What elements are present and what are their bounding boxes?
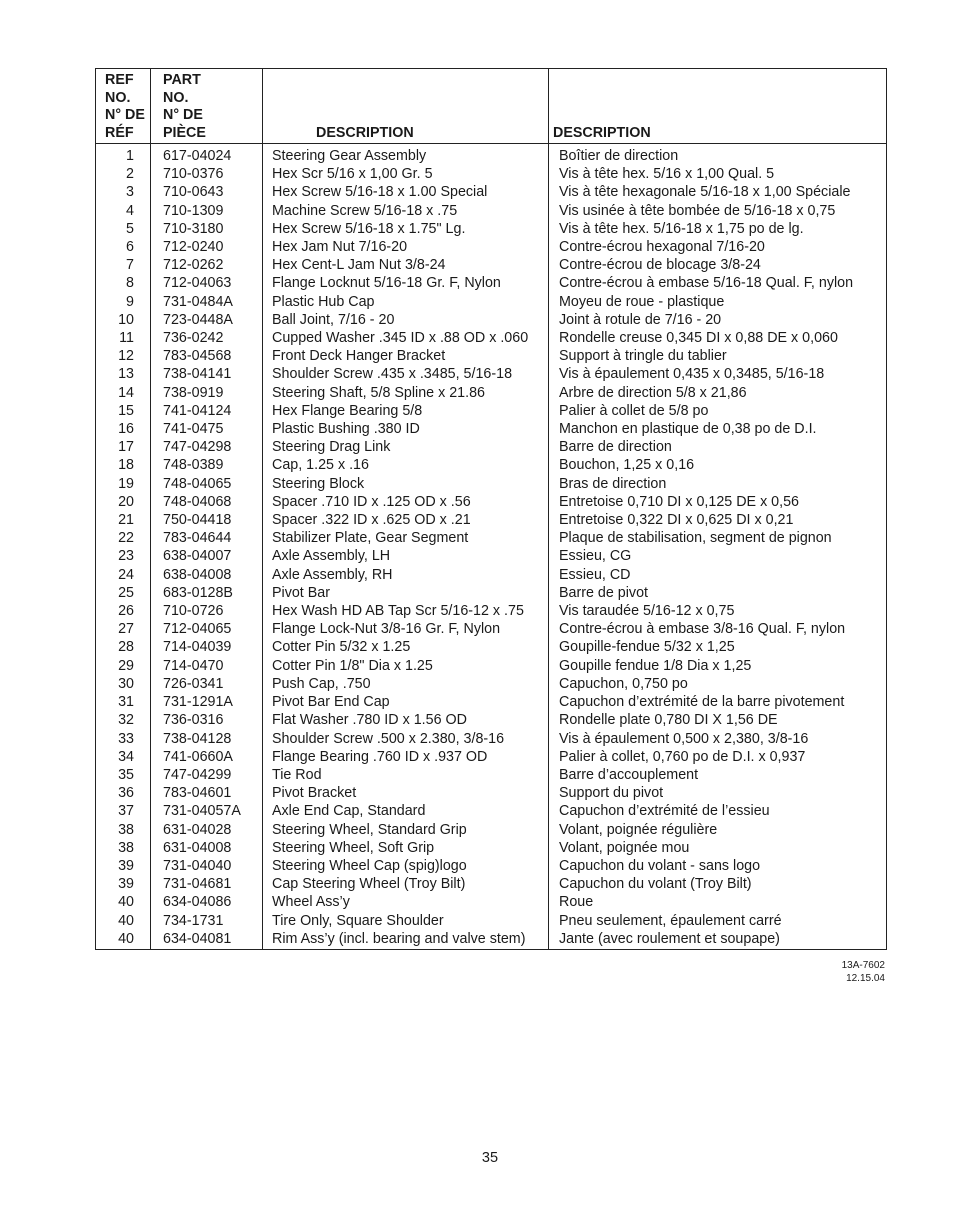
part-number-cell: 747-04299 <box>151 766 263 784</box>
header-row <box>96 69 887 144</box>
part-number-cell: 710-3180 <box>151 220 263 238</box>
ref-header-line: NO. <box>105 89 131 106</box>
table-row <box>96 657 887 675</box>
table-row <box>96 529 887 547</box>
document-stamp <box>842 960 885 985</box>
ref-cell: 14 <box>96 384 151 402</box>
ref-cell: 30 <box>96 675 151 693</box>
description-en-cell: Machine Screw 5/16-18 x .75 <box>263 202 549 220</box>
ref-cell: 5 <box>96 220 151 238</box>
description-en-cell: Shoulder Screw .435 x .3485, 5/16-18 <box>263 365 549 383</box>
description-en-cell: Spacer .322 ID x .625 OD x .21 <box>263 511 549 529</box>
table-row <box>96 420 887 438</box>
table-row <box>96 183 887 201</box>
part-number-cell: 731-0484A <box>151 293 263 311</box>
ref-header-line: RÉF <box>105 124 134 141</box>
part-number-cell: 747-04298 <box>151 438 263 456</box>
part-number-cell: 783-04644 <box>151 529 263 547</box>
part-number-cell: 710-1309 <box>151 202 263 220</box>
description-fr-cell: Vis usinée à tête bombée de 5/16-18 x 0,75 <box>549 202 887 220</box>
description-fr-cell: Moyeu de roue - plastique <box>549 293 887 311</box>
table-row <box>96 238 887 256</box>
part-number-cell: 723-0448A <box>151 311 263 329</box>
table-row <box>96 748 887 766</box>
part-number-cell: 631-04028 <box>151 821 263 839</box>
part-number-cell: 731-04040 <box>151 857 263 875</box>
ref-cell: 34 <box>96 748 151 766</box>
part-number-cell: 783-04568 <box>151 347 263 365</box>
ref-cell: 28 <box>96 638 151 656</box>
table-row <box>96 274 887 292</box>
ref-cell: 7 <box>96 256 151 274</box>
description-en-cell: Spacer .710 ID x .125 OD x .56 <box>263 493 549 511</box>
description-fr-cell: Goupille fendue 1/8 Dia x 1,25 <box>549 657 887 675</box>
part-number-cell: 714-0470 <box>151 657 263 675</box>
description-en-cell: Steering Shaft, 5/8 Spline x 21.86 <box>263 384 549 402</box>
description-en-cell: Pivot Bar <box>263 584 549 602</box>
ref-cell: 8 <box>96 274 151 292</box>
part-number-cell: 748-04068 <box>151 493 263 511</box>
description-en-cell: Axle Assembly, RH <box>263 566 549 584</box>
part-number-cell: 731-04681 <box>151 875 263 893</box>
description-fr-cell: Support du pivot <box>549 784 887 802</box>
ref-header-line: N° DE <box>105 107 145 123</box>
ref-cell: 29 <box>96 657 151 675</box>
description-en-cell: Flange Bearing .760 ID x .937 OD <box>263 748 549 766</box>
part-number-cell: 750-04418 <box>151 511 263 529</box>
part-number-cell: 710-0643 <box>151 183 263 201</box>
description-fr-cell: Contre-écrou de blocage 3/8-24 <box>549 256 887 274</box>
table-row <box>96 784 887 802</box>
doc-date: 12.15.04 <box>846 972 885 984</box>
description-fr-cell: Palier à collet de 5/8 po <box>549 402 887 420</box>
description-en-cell: Hex Screw 5/16-18 x 1.75" Lg. <box>263 220 549 238</box>
ref-cell: 17 <box>96 438 151 456</box>
description-en-cell: Steering Block <box>263 475 549 493</box>
description-fr-cell: Barre d’accouplement <box>549 766 887 784</box>
description-en-cell: Flat Washer .780 ID x 1.56 OD <box>263 711 549 729</box>
description-en-header: DESCRIPTION <box>263 69 549 144</box>
part-number-cell: 741-0475 <box>151 420 263 438</box>
table-row <box>96 438 887 456</box>
part-number-cell: 683-0128B <box>151 584 263 602</box>
table-row <box>96 584 887 602</box>
description-fr-cell: Jante (avec roulement et soupape) <box>549 930 887 950</box>
table-row <box>96 802 887 820</box>
ref-cell: 13 <box>96 365 151 383</box>
part-number-cell: 617-04024 <box>151 144 263 166</box>
part-number-cell: 736-0316 <box>151 711 263 729</box>
part-header-line: PART <box>163 72 201 88</box>
ref-cell: 24 <box>96 566 151 584</box>
ref-cell: 38 <box>96 839 151 857</box>
description-fr-cell: Vis à épaulement 0,500 x 2,380, 3/8-16 <box>549 730 887 748</box>
description-en-cell: Cap Steering Wheel (Troy Bilt) <box>263 875 549 893</box>
description-en-cell: Steering Wheel, Standard Grip <box>263 821 549 839</box>
description-fr-cell: Capuchon du volant - sans logo <box>549 857 887 875</box>
table-row <box>96 693 887 711</box>
description-en-cell: Steering Gear Assembly <box>263 144 549 166</box>
description-fr-cell: Vis taraudée 5/16-12 x 0,75 <box>549 602 887 620</box>
part-number-cell: 712-04063 <box>151 274 263 292</box>
ref-cell: 38 <box>96 821 151 839</box>
description-en-cell: Ball Joint, 7/16 - 20 <box>263 311 549 329</box>
description-en-cell: Hex Jam Nut 7/16-20 <box>263 238 549 256</box>
description-fr-cell: Vis à épaulement 0,435 x 0,3485, 5/16-18 <box>549 365 887 383</box>
description-en-cell: Axle Assembly, LH <box>263 547 549 565</box>
part-number-cell: 714-04039 <box>151 638 263 656</box>
description-fr-cell: Entretoise 0,322 DI x 0,625 DI x 0,21 <box>549 511 887 529</box>
part-header-line: PIÈCE <box>163 124 206 141</box>
ref-header <box>96 69 151 144</box>
description-fr-cell: Essieu, CG <box>549 547 887 565</box>
part-number-cell: 712-04065 <box>151 620 263 638</box>
part-header <box>151 69 263 144</box>
ref-cell: 11 <box>96 329 151 347</box>
description-fr-cell: Entretoise 0,710 DI x 0,125 DE x 0,56 <box>549 493 887 511</box>
part-number-cell: 638-04007 <box>151 547 263 565</box>
part-number-cell: 710-0376 <box>151 165 263 183</box>
table-row <box>96 456 887 474</box>
table-row <box>96 893 887 911</box>
description-fr-cell: Joint à rotule de 7/16 - 20 <box>549 311 887 329</box>
description-fr-cell: Contre-écrou à embase 3/8-16 Qual. F, nylon <box>549 620 887 638</box>
table-row <box>96 293 887 311</box>
part-number-cell: 712-0262 <box>151 256 263 274</box>
part-number-cell: 736-0242 <box>151 329 263 347</box>
description-fr-cell: Boîtier de direction <box>549 144 887 166</box>
description-en-cell: Rim Ass’y (incl. bearing and valve stem) <box>263 930 549 950</box>
part-header-line: N° DE <box>163 107 203 123</box>
description-fr-cell: Capuchon du volant (Troy Bilt) <box>549 875 887 893</box>
description-en-cell: Hex Wash HD AB Tap Scr 5/16-12 x .75 <box>263 602 549 620</box>
part-number-cell: 712-0240 <box>151 238 263 256</box>
ref-cell: 40 <box>96 912 151 930</box>
table-row <box>96 329 887 347</box>
part-number-cell: 738-04128 <box>151 730 263 748</box>
description-fr-cell: Barre de pivot <box>549 584 887 602</box>
ref-cell: 21 <box>96 511 151 529</box>
ref-cell: 35 <box>96 766 151 784</box>
ref-cell: 3 <box>96 183 151 201</box>
table-row <box>96 875 887 893</box>
table-row <box>96 402 887 420</box>
part-number-cell: 634-04086 <box>151 893 263 911</box>
description-en-cell: Steering Wheel Cap (spig)logo <box>263 857 549 875</box>
table-row <box>96 256 887 274</box>
description-en-cell: Cotter Pin 5/32 x 1.25 <box>263 638 549 656</box>
description-fr-cell: Vis à tête hex. 5/16-18 x 1,75 po de lg. <box>549 220 887 238</box>
parts-table <box>95 68 887 950</box>
part-number-cell: 738-04141 <box>151 365 263 383</box>
description-fr-cell: Support à tringle du tablier <box>549 347 887 365</box>
description-fr-cell: Contre-écrou à embase 5/16-18 Qual. F, nylon <box>549 274 887 292</box>
description-fr-cell: Arbre de direction 5/8 x 21,86 <box>549 384 887 402</box>
part-number-cell: 734-1731 <box>151 912 263 930</box>
description-fr-cell: Contre-écrou hexagonal 7/16-20 <box>549 238 887 256</box>
ref-cell: 19 <box>96 475 151 493</box>
description-en-cell: Hex Screw 5/16-18 x 1.00 Special <box>263 183 549 201</box>
part-number-cell: 634-04081 <box>151 930 263 950</box>
description-en-cell: Hex Cent-L Jam Nut 3/8-24 <box>263 256 549 274</box>
description-en-cell: Flange Lock-Nut 3/8-16 Gr. F, Nylon <box>263 620 549 638</box>
description-en-cell: Cotter Pin 1/8" Dia x 1.25 <box>263 657 549 675</box>
description-fr-cell: Roue <box>549 893 887 911</box>
table-row <box>96 839 887 857</box>
ref-cell: 25 <box>96 584 151 602</box>
table-row <box>96 821 887 839</box>
description-fr-cell: Barre de direction <box>549 438 887 456</box>
table-row <box>96 311 887 329</box>
description-fr-cell: Capuchon, 0,750 po <box>549 675 887 693</box>
table-row <box>96 711 887 729</box>
description-en-cell: Shoulder Screw .500 x 2.380, 3/8-16 <box>263 730 549 748</box>
description-en-cell: Cupped Washer .345 ID x .88 OD x .060 <box>263 329 549 347</box>
table-row <box>96 930 887 950</box>
ref-cell: 16 <box>96 420 151 438</box>
table-row <box>96 493 887 511</box>
ref-cell: 9 <box>96 293 151 311</box>
part-number-cell: 748-04065 <box>151 475 263 493</box>
description-en-cell: Pivot Bar End Cap <box>263 693 549 711</box>
description-en-cell: Stabilizer Plate, Gear Segment <box>263 529 549 547</box>
part-number-cell: 731-1291A <box>151 693 263 711</box>
description-fr-cell: Volant, poignée régulière <box>549 821 887 839</box>
part-header-line: NO. <box>163 89 189 106</box>
table-row <box>96 165 887 183</box>
ref-cell: 37 <box>96 802 151 820</box>
part-number-cell: 741-0660A <box>151 748 263 766</box>
ref-cell: 10 <box>96 311 151 329</box>
ref-cell: 2 <box>96 165 151 183</box>
part-number-cell: 741-04124 <box>151 402 263 420</box>
description-en-cell: Steering Drag Link <box>263 438 549 456</box>
description-fr-cell: Plaque de stabilisation, segment de pignon <box>549 529 887 547</box>
ref-cell: 32 <box>96 711 151 729</box>
description-fr-cell: Vis à tête hexagonale 5/16-18 x 1,00 Spéciale <box>549 183 887 201</box>
description-en-cell: Hex Flange Bearing 5/8 <box>263 402 549 420</box>
description-en-cell: Tie Rod <box>263 766 549 784</box>
description-en-cell: Plastic Bushing .380 ID <box>263 420 549 438</box>
table-row <box>96 766 887 784</box>
table-row <box>96 638 887 656</box>
description-fr-cell: Rondelle creuse 0,345 DI x 0,88 DE x 0,060 <box>549 329 887 347</box>
table-row <box>96 547 887 565</box>
page-number: 35 <box>481 1150 499 1166</box>
description-en-cell: Tire Only, Square Shoulder <box>263 912 549 930</box>
ref-cell: 33 <box>96 730 151 748</box>
ref-cell: 23 <box>96 547 151 565</box>
description-fr-cell: Capuchon d’extrémité de l’essieu <box>549 802 887 820</box>
description-en-cell: Hex Scr 5/16 x 1,00 Gr. 5 <box>263 165 549 183</box>
ref-cell: 39 <box>96 875 151 893</box>
ref-cell: 40 <box>96 930 151 950</box>
table-row <box>96 675 887 693</box>
description-fr-cell: Goupille-fendue 5/32 x 1,25 <box>549 638 887 656</box>
description-en-cell: Axle End Cap, Standard <box>263 802 549 820</box>
part-number-cell: 731-04057A <box>151 802 263 820</box>
ref-cell: 18 <box>96 456 151 474</box>
description-en-cell: Wheel Ass’y <box>263 893 549 911</box>
table-row <box>96 347 887 365</box>
ref-cell: 27 <box>96 620 151 638</box>
description-en-cell: Steering Wheel, Soft Grip <box>263 839 549 857</box>
description-fr-cell: Bouchon, 1,25 x 0,16 <box>549 456 887 474</box>
part-number-cell: 748-0389 <box>151 456 263 474</box>
part-number-cell: 631-04008 <box>151 839 263 857</box>
description-fr-cell: Bras de direction <box>549 475 887 493</box>
ref-cell: 4 <box>96 202 151 220</box>
description-fr-cell: Volant, poignée mou <box>549 839 887 857</box>
description-fr-cell: Manchon en plastique de 0,38 po de D.I. <box>549 420 887 438</box>
table-header <box>96 69 887 144</box>
table-row <box>96 620 887 638</box>
description-fr-cell: Pneu seulement, épaulement carré <box>549 912 887 930</box>
ref-cell: 1 <box>96 144 151 166</box>
description-en-cell: Pivot Bracket <box>263 784 549 802</box>
ref-cell: 15 <box>96 402 151 420</box>
table-row <box>96 730 887 748</box>
description-fr-cell: Palier à collet, 0,760 po de D.I. x 0,937 <box>549 748 887 766</box>
part-number-cell: 638-04008 <box>151 566 263 584</box>
part-number-cell: 783-04601 <box>151 784 263 802</box>
part-number-cell: 726-0341 <box>151 675 263 693</box>
ref-cell: 39 <box>96 857 151 875</box>
table-row <box>96 511 887 529</box>
table-row <box>96 912 887 930</box>
table-row <box>96 384 887 402</box>
description-en-cell: Push Cap, .750 <box>263 675 549 693</box>
table-row <box>96 144 887 166</box>
table-body <box>96 144 887 950</box>
ref-cell: 6 <box>96 238 151 256</box>
table-row <box>96 220 887 238</box>
description-en-cell: Flange Locknut 5/16-18 Gr. F, Nylon <box>263 274 549 292</box>
table-row <box>96 857 887 875</box>
ref-cell: 20 <box>96 493 151 511</box>
table-row <box>96 566 887 584</box>
description-fr-header: DESCRIPTION <box>549 69 887 144</box>
ref-cell: 26 <box>96 602 151 620</box>
description-en-cell: Plastic Hub Cap <box>263 293 549 311</box>
description-fr-cell: Vis à tête hex. 5/16 x 1,00 Qual. 5 <box>549 165 887 183</box>
description-fr-cell: Rondelle plate 0,780 DI X 1,56 DE <box>549 711 887 729</box>
ref-cell: 22 <box>96 529 151 547</box>
part-number-cell: 710-0726 <box>151 602 263 620</box>
table-row <box>96 365 887 383</box>
ref-header-line: REF <box>105 72 134 88</box>
ref-cell: 31 <box>96 693 151 711</box>
part-number-cell: 738-0919 <box>151 384 263 402</box>
table-row <box>96 202 887 220</box>
ref-cell: 36 <box>96 784 151 802</box>
description-fr-cell: Essieu, CD <box>549 566 887 584</box>
ref-cell: 12 <box>96 347 151 365</box>
description-fr-cell: Capuchon d’extrémité de la barre pivotement <box>549 693 887 711</box>
description-en-cell: Front Deck Hanger Bracket <box>263 347 549 365</box>
description-en-cell: Cap, 1.25 x .16 <box>263 456 549 474</box>
doc-code: 13A-7602 <box>841 960 885 971</box>
ref-cell: 40 <box>96 893 151 911</box>
table-row <box>96 475 887 493</box>
table-row <box>96 602 887 620</box>
